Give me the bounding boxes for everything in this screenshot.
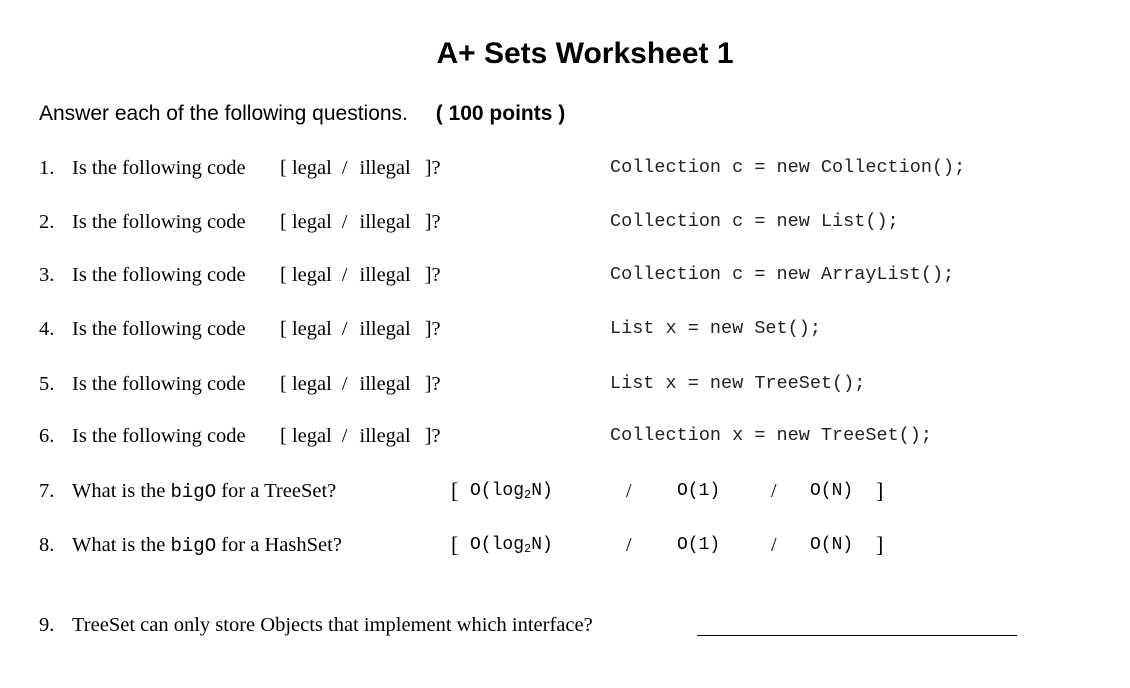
option-separator: / <box>341 318 348 340</box>
bracket-open: [ <box>280 264 287 286</box>
question-number: 6. <box>39 425 55 447</box>
question-2 <box>0 207 1130 237</box>
bracket-close: ] <box>876 478 884 503</box>
worksheet-title: A+ Sets Worksheet 1 <box>436 37 734 70</box>
question-text: What is the bigO for a HashSet? <box>72 534 342 557</box>
question-text: TreeSet can only store Objects that implement which interface? <box>72 614 593 636</box>
option-ologn[interactable]: $O(\log_2N)$ <box>470 481 553 502</box>
question-text: Is the following code <box>72 157 246 179</box>
instructions-text: Answer each of the following questions. <box>39 102 408 125</box>
question-text: Is the following code <box>72 425 246 447</box>
legal-illegal-choice <box>280 153 441 183</box>
option-separator: / <box>771 534 777 556</box>
question-8 <box>0 530 1130 560</box>
option-separator: / <box>341 373 348 395</box>
bracket-close: ]? <box>424 157 441 179</box>
option-illegal[interactable]: illegal <box>359 373 411 395</box>
question-number: 7. <box>39 480 55 502</box>
option-legal[interactable]: legal <box>291 211 332 233</box>
option-illegal[interactable]: illegal <box>359 157 411 179</box>
bracket-open: [ <box>280 318 287 340</box>
question-number: 8. <box>39 534 55 556</box>
bracket-close: ] <box>876 532 884 557</box>
option-on[interactable]: O(N) <box>810 481 854 501</box>
legal-illegal-choice <box>280 421 441 451</box>
option-separator: / <box>341 211 348 233</box>
question-text: Is the following code <box>72 211 246 233</box>
question-4 <box>0 314 1130 344</box>
code-snippet: Collection c = new Collection(); <box>610 157 966 178</box>
option-separator: / <box>341 264 348 286</box>
option-separator: / <box>771 480 777 502</box>
question-number: 1. <box>39 157 55 179</box>
bracket-close: ]? <box>424 425 441 447</box>
option-separator: / <box>626 480 632 502</box>
bracket-open: [ <box>280 211 287 233</box>
code-snippet: Collection x = new TreeSet(); <box>610 425 932 446</box>
points-label: ( 100 points ) <box>435 102 566 125</box>
code-snippet: Collection c = new ArrayList(); <box>610 264 955 285</box>
bracket-open: [ <box>451 532 459 557</box>
option-legal[interactable]: legal <box>291 425 332 447</box>
bracket-open: [ <box>280 425 287 447</box>
bracket-close: ]? <box>424 211 441 233</box>
option-illegal[interactable]: illegal <box>359 318 411 340</box>
bracket-open: [ <box>280 373 287 395</box>
question-number: 2. <box>39 211 55 233</box>
question-number: 9. <box>39 614 55 636</box>
answer-blank-line[interactable] <box>697 635 1017 636</box>
option-ologn[interactable]: $O(\log_2N)$ <box>470 535 553 556</box>
option-illegal[interactable]: illegal <box>359 425 411 447</box>
question-5 <box>0 369 1130 399</box>
legal-illegal-choice <box>280 369 441 399</box>
bracket-open: [ <box>451 478 459 503</box>
bigo-term: bigO <box>170 535 217 557</box>
option-illegal[interactable]: illegal <box>359 264 411 286</box>
bracket-close: ]? <box>424 373 441 395</box>
option-separator: / <box>626 534 632 556</box>
question-7 <box>0 476 1130 506</box>
question-text: Is the following code <box>72 373 246 395</box>
question-text: What is the bigO for a TreeSet? <box>72 480 337 503</box>
option-o1[interactable]: O(1) <box>677 535 721 555</box>
option-separator: / <box>341 157 348 179</box>
question-3 <box>0 260 1130 290</box>
question-6 <box>0 421 1130 451</box>
question-number: 5. <box>39 373 55 395</box>
code-snippet: Collection c = new List(); <box>610 211 899 232</box>
option-legal[interactable]: legal <box>291 318 332 340</box>
question-1 <box>0 153 1130 183</box>
bigo-term: bigO <box>170 481 217 503</box>
bracket-close: ]? <box>424 264 441 286</box>
question-number: 4. <box>39 318 55 340</box>
code-snippet: List x = new Set(); <box>610 318 821 339</box>
bracket-open: [ <box>280 157 287 179</box>
instructions <box>39 100 565 128</box>
option-illegal[interactable]: illegal <box>359 211 411 233</box>
option-separator: / <box>341 425 348 447</box>
question-number: 3. <box>39 264 55 286</box>
option-legal[interactable]: legal <box>291 264 332 286</box>
question-text: Is the following code <box>72 318 246 340</box>
option-o1[interactable]: O(1) <box>677 481 721 501</box>
bracket-close: ]? <box>424 318 441 340</box>
option-legal[interactable]: legal <box>291 157 332 179</box>
question-text: Is the following code <box>72 264 246 286</box>
code-snippet: List x = new TreeSet(); <box>610 373 866 394</box>
option-legal[interactable]: legal <box>291 373 332 395</box>
legal-illegal-choice <box>280 207 441 237</box>
option-on[interactable]: O(N) <box>810 535 854 555</box>
legal-illegal-choice <box>280 260 441 290</box>
legal-illegal-choice <box>280 314 441 344</box>
